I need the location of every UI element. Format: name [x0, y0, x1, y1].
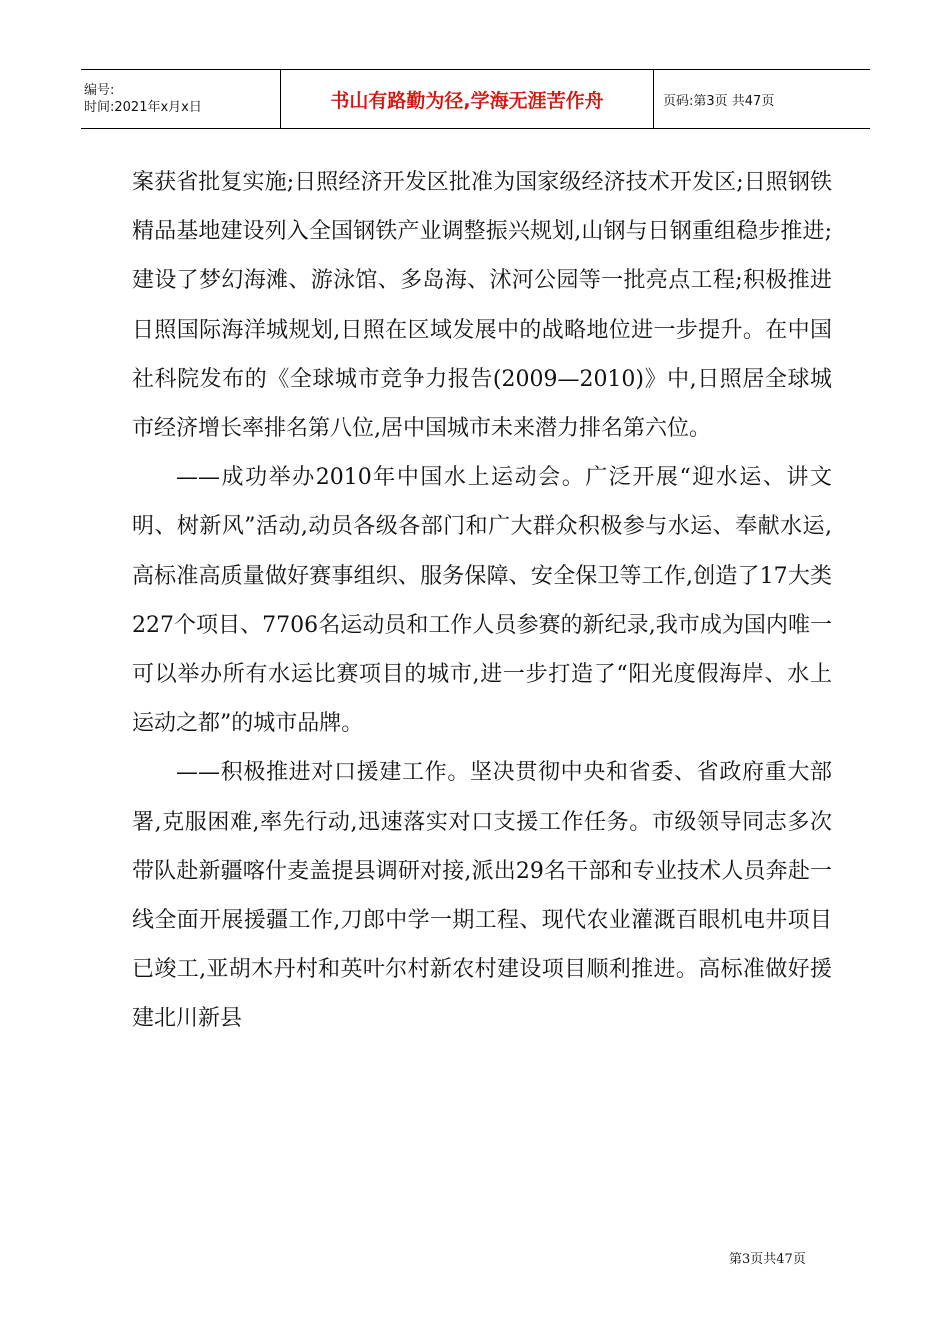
paragraph-water-sports-games: ——成功举办2010年中国水上运动会。广泛开展“迎水运、讲文明、树新风”活动,动员各级各部门和广大群众积极参与水运、奉献水运,高标准高质量做好赛事组织、服务保障、安全保卫等工作,创造了17大类227个项目、7706名运动员和工作人员参赛的新纪录,我市成为国内唯一可以举办所有水运比赛项目的城市,进一步打造了“阳光度假海岸、水上运动之都”的城市品牌。	[132, 465, 832, 737]
page-footer: 第3页共47页	[729, 1252, 806, 1267]
page-number-text: 页码:第3页 共47页	[663, 93, 775, 109]
header-meta	[81, 70, 281, 128]
paragraph-paired-assistance: ——积极推进对口援建工作。坚决贯彻中央和省委、省政府重大部署,克服困难,率先行动,迅速落实对口支援工作任务。市级领导同志多次带队赴新疆喀什麦盖提县调研对接,派出29名干部和专业技术人员奔赴一线全面开展援疆工作,刀郎中学一期工程、现代农业灌溉百眼机电井项目已竣工,亚胡木丹村和英叶尔村新农村建设项目顺利推进。高标准做好援建北川新县	[132, 760, 832, 1032]
paragraph-continuation: 案获省批复实施;日照经济开发区批准为国家级经济技术开发区;日照钢铁精品基地建设列入全国钢铁产业调整振兴规划,山钢与日钢重组稳步推进;建设了梦幻海滩、游泳馆、多岛海、沭河公园等一批亮点工程;积极推进日照国际海洋城规划,日照在区域发展中的战略地位进一步提升。在中国社科院发布的《全球城市竞争力报告(2009—2010)》中,日照居全球城市经济增长率排名第八位,居中国城市未来潜力排名第六位。	[132, 170, 832, 442]
page-header	[81, 69, 870, 129]
document-number-label: 编号:	[84, 83, 115, 98]
motto-text: 书山有路勤为径,学海无涯苦作舟	[330, 89, 604, 112]
header-motto	[281, 70, 654, 128]
document-body	[132, 158, 832, 1044]
header-page-number	[654, 70, 870, 128]
document-date: 时间:2021年x月x日	[84, 100, 202, 115]
